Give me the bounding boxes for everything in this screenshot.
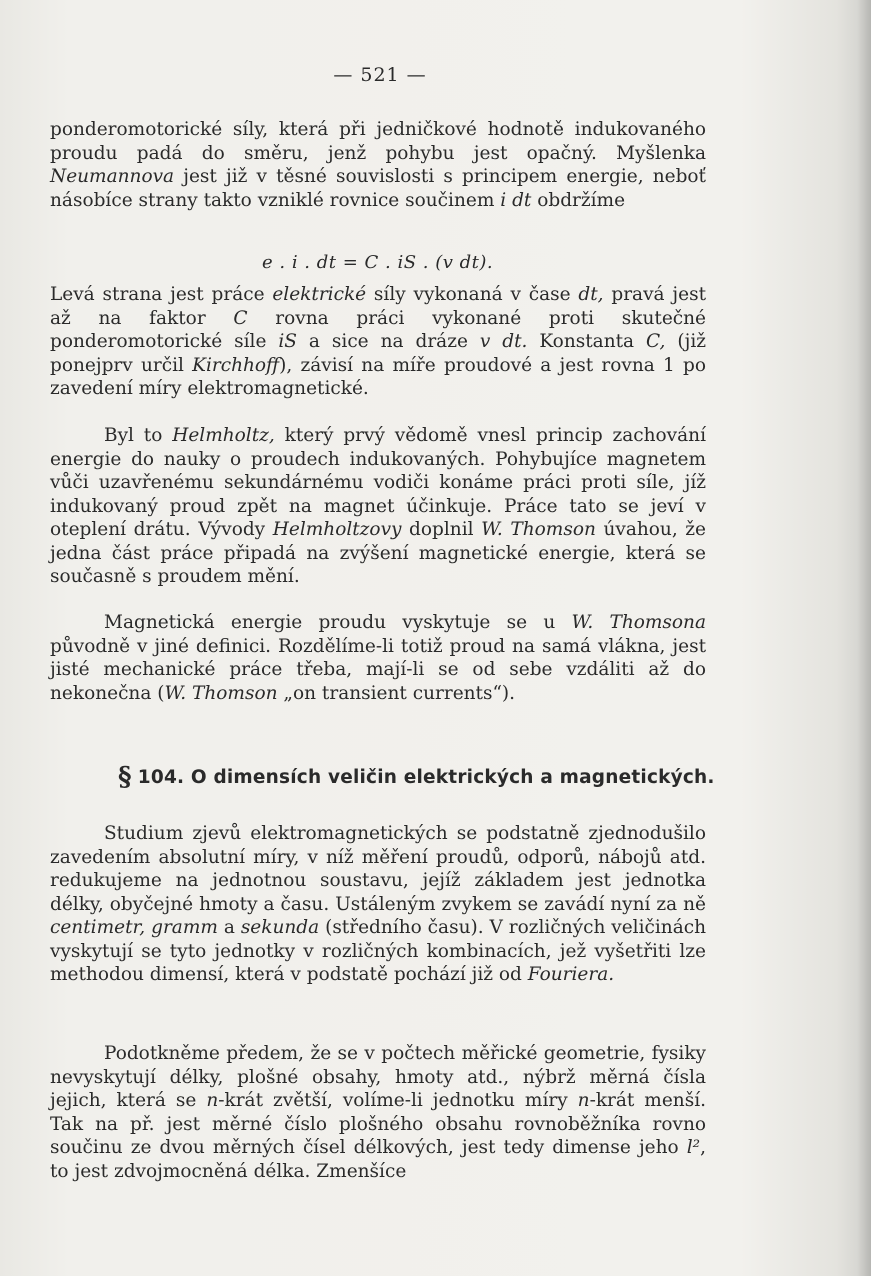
name-w-thomson: W. Thomson bbox=[481, 519, 596, 540]
p4-b: původně v jiné definici. Rozdělíme-li totiž proud na samá vlákna, jest jisté mechanické práce třeba, mají-li se od sebe vzdáliti až do nekonečna ( bbox=[50, 635, 706, 704]
symbol-l-squared: l² bbox=[686, 1137, 701, 1158]
name-fouriera: Fouriera. bbox=[527, 964, 615, 985]
p2-c: pravá jest až na faktor bbox=[50, 284, 706, 329]
p3-d: úvahou, že jedna část práce připadá na zvýšení magnetické energie, která se současně s proudem mění. bbox=[50, 519, 706, 587]
paragraph-6 bbox=[50, 1042, 706, 1183]
p6-c: -krát menší. Tak na př. jest měrné číslo plošného obsahu rovnoběžníka rovno součinu ze dvou měrných čísel délkových, jest tedy dimense jeho bbox=[50, 1090, 706, 1158]
p6-a: Podotkněme předem, že se v počtech měřické geometrie, fysiky nevyskytují délky, plošné obsahy, hmoty atd., nýbrž měrná čísla jejich, která se bbox=[50, 1043, 706, 1111]
name-helmholtzovy: Helmholtzovy bbox=[272, 519, 402, 540]
symbol-n: n bbox=[206, 1090, 219, 1111]
name-w-thomsona: W. Thomsona bbox=[571, 612, 706, 633]
p6-d: , to jest zdvojmocněná délka. Zmenšíce bbox=[50, 1137, 706, 1182]
p4-a: Magnetická energie proudu vyskytuje se u bbox=[104, 612, 572, 633]
symbol-v-dt: v dt. bbox=[479, 331, 528, 352]
page-number: — 521 — bbox=[333, 64, 427, 86]
p2-g: (již ponejprv určil bbox=[50, 331, 706, 376]
symbol-dt: dt, bbox=[578, 284, 604, 305]
p2-f: Konstanta bbox=[527, 331, 647, 352]
name-neumannova: Neumannova bbox=[50, 166, 175, 187]
paragraph-1-text-c: obdržíme bbox=[531, 189, 626, 211]
p2-d: rovna práci vykonané proti skutečné ponderomotorické síle bbox=[50, 307, 706, 352]
p5-a: Studium zjevů elektromagnetických se podstatně zjednodušilo zavedením absolutní míry, v níž měření proudů, odporů, nábojů atd. redukujeme na jednotnou soustavu, jejíž základem jest jednotka délky, obyčejné hmoty a času. Ustáleným zvykem se zavádí nyní za ně bbox=[50, 823, 706, 915]
p6-b: -krát zvětší, volíme-li jednotku míry bbox=[218, 1090, 578, 1111]
p4-c: „on transient currents“). bbox=[277, 682, 516, 704]
symbol-C-2: C, bbox=[646, 331, 666, 352]
p2-e: a sice na dráze bbox=[296, 331, 480, 352]
paragraph-5 bbox=[50, 822, 706, 987]
section-heading bbox=[118, 762, 718, 792]
symbol-C: C bbox=[233, 307, 248, 329]
section-symbol: § bbox=[118, 762, 132, 792]
paragraph-1 bbox=[50, 118, 706, 212]
symbol-i-dt: i dt bbox=[500, 189, 532, 211]
equation: e . i . dt = C . iS . (v dt). bbox=[262, 252, 494, 273]
p5-c: (středního času). V rozličných veličinách vyskytují se tyto jednotky v rozličných kombinacích, jež vyšetřiti lze methodou dimensí, která v podstatě pochází již od bbox=[50, 917, 707, 985]
p2-b: síly vykonaná v čase bbox=[366, 284, 579, 305]
name-kirchhoff: Kirchhoff bbox=[192, 354, 280, 376]
word-elektricke: elektrické bbox=[272, 284, 367, 305]
unit-centimetr-gramm: centimetr, gramm bbox=[50, 917, 218, 938]
name-helmholtz: Helmholtz, bbox=[172, 425, 275, 446]
name-w-thomson-2: W. Thomson bbox=[164, 682, 278, 704]
p2-h: ), závisí na míře proudové a jest rovna 1 po zavedení míry elektromagnetické. bbox=[50, 354, 706, 399]
p5-b: a bbox=[217, 917, 241, 938]
paragraph-1-text-a: ponderomotorické síly, která při jedničkové hodnotě indukovaného proudu padá do směru, jenž pohybu jest opačný. Myšlenka bbox=[50, 119, 706, 164]
p2-a: Levá strana jest práce bbox=[50, 284, 273, 305]
paragraph-4 bbox=[50, 611, 706, 705]
paragraph-3 bbox=[50, 424, 706, 589]
paragraph-1-text-b: jest již v těsné souvislosti s principem energie, neboť násobíce strany takto vzniklé rovnice součinem bbox=[50, 166, 706, 211]
p3-a: Byl to bbox=[104, 425, 173, 446]
unit-sekunda: sekunda bbox=[240, 917, 320, 938]
symbol-n-2: n bbox=[577, 1090, 590, 1111]
section-title: 104. O dimensích veličin elektrických a magnetických. bbox=[137, 767, 715, 788]
paragraph-2 bbox=[50, 283, 706, 401]
p3-c: doplnil bbox=[401, 519, 482, 540]
symbol-iS: iS bbox=[278, 331, 297, 352]
p3-b: který prvý vědomě vnesl princip zachování energie do nauky o proudech indukovaných. Pohybujíce magnetem vůči uzavřenému sekundárnému vodiči konáme práci proti síle, jíž indukovaný proud zpět na magnet účinkuje. Práce tato se jeví v oteplení drátu. Vývody bbox=[50, 425, 706, 540]
page-edge-shadow bbox=[857, 0, 871, 1276]
